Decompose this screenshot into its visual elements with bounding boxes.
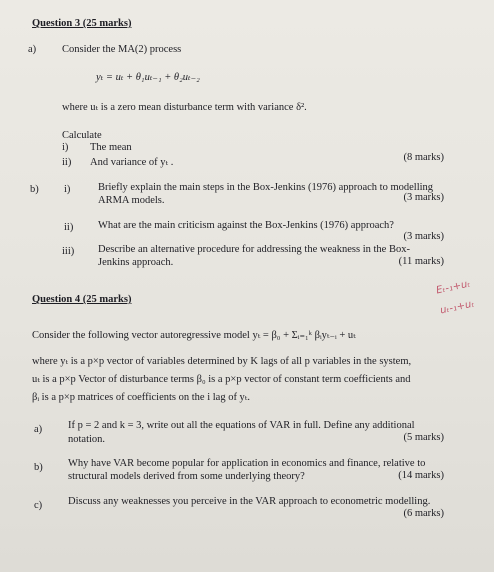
q3-a-ii-label: ii) [62,157,72,168]
q4-where-line3: βᵢ is a p×p matrices of coefficients on the i lag of yₜ. [32,392,251,403]
q4-b-text-line2: structural models derived from some underlying theory? [68,471,305,482]
q3-b-i-label: i) [64,184,71,195]
q4-a-text-line2: notation. [68,434,106,445]
q3-part-a-label: a) [28,44,37,55]
question-3-heading: Question 3 (25 marks) [32,18,132,29]
q4-part-a-label: a) [34,424,43,435]
q3-b-ii-label: ii) [64,222,74,233]
q3-part-a-intro: Consider the MA(2) process [62,44,182,55]
q3-b-i-text-line1: Briefly explain the main steps in the Box-Jenkins (1976) approach to modelling [98,182,434,193]
q4-part-b-label: b) [34,462,43,473]
q3-b-iii-text-line1: Describe an alternative procedure for addressing the weakness in the Box- [98,244,410,255]
q3-b-ii-marks: (3 marks) [403,231,444,242]
q3-b-i-text-line2: ARMA models. [98,195,165,206]
q3-part-b-label: b) [30,184,39,195]
q3-a-i-text: The mean [90,142,132,153]
q4-c-text: Discuss any weaknesses you perceive in the VAR approach to econometric modelling. [68,496,431,507]
q3-where-line: where uₜ is a zero mean disturbance term with variance δ². [62,102,307,113]
q4-where-line2: uₜ is a p×p Vector of disturbance terms β₀ is a p×p vector of constant term coefficients and [32,374,411,385]
q4-b-text-line1: Why have VAR become popular for application in economics and finance, relative to [68,458,426,469]
q4-part-c-label: c) [34,500,43,511]
q3-b-iii-text-line2: Jenkins approach. [98,257,174,268]
ma2-equation: yₜ = uₜ + θ₁uₜ₋₁ + θ₂uₜ₋₂ [96,72,200,83]
q4-c-marks: (6 marks) [403,508,444,519]
calculate-label: Calculate [62,130,102,141]
question-4-heading: Question 4 (25 marks) [32,294,132,305]
q3-a-i-label: i) [62,142,69,153]
handwritten-note-line1: Eₜ-₁+uₜ [435,278,472,297]
q4-intro-var-model: Consider the following vector autoregressive model yₜ = β₀ + Σᵢ₌₁ᵏ βᵢyₜ₋ᵢ + uₜ [32,330,356,341]
q4-where-line1: where yₜ is a p×p vector of variables determined by K lags of all p variables in the system, [32,356,412,367]
q4-b-marks: (14 marks) [398,470,444,481]
q4-a-marks: (5 marks) [403,432,444,443]
q3-a-ii-text: And variance of yₜ . [90,157,174,168]
q3-b-i-marks: (3 marks) [403,192,444,203]
handwritten-note-line2: uₜ-₁+uₜ [439,298,476,317]
q3-a-marks: (8 marks) [403,152,444,163]
q4-a-text-line1: If p = 2 and k = 3, write out all the equations of VAR in full. Define any additional [68,420,415,431]
q3-b-iii-marks: (11 marks) [398,256,444,267]
q3-b-ii-text: What are the main criticism against the Box-Jenkins (1976) approach? [98,220,394,231]
q3-b-iii-label: iii) [62,246,75,257]
